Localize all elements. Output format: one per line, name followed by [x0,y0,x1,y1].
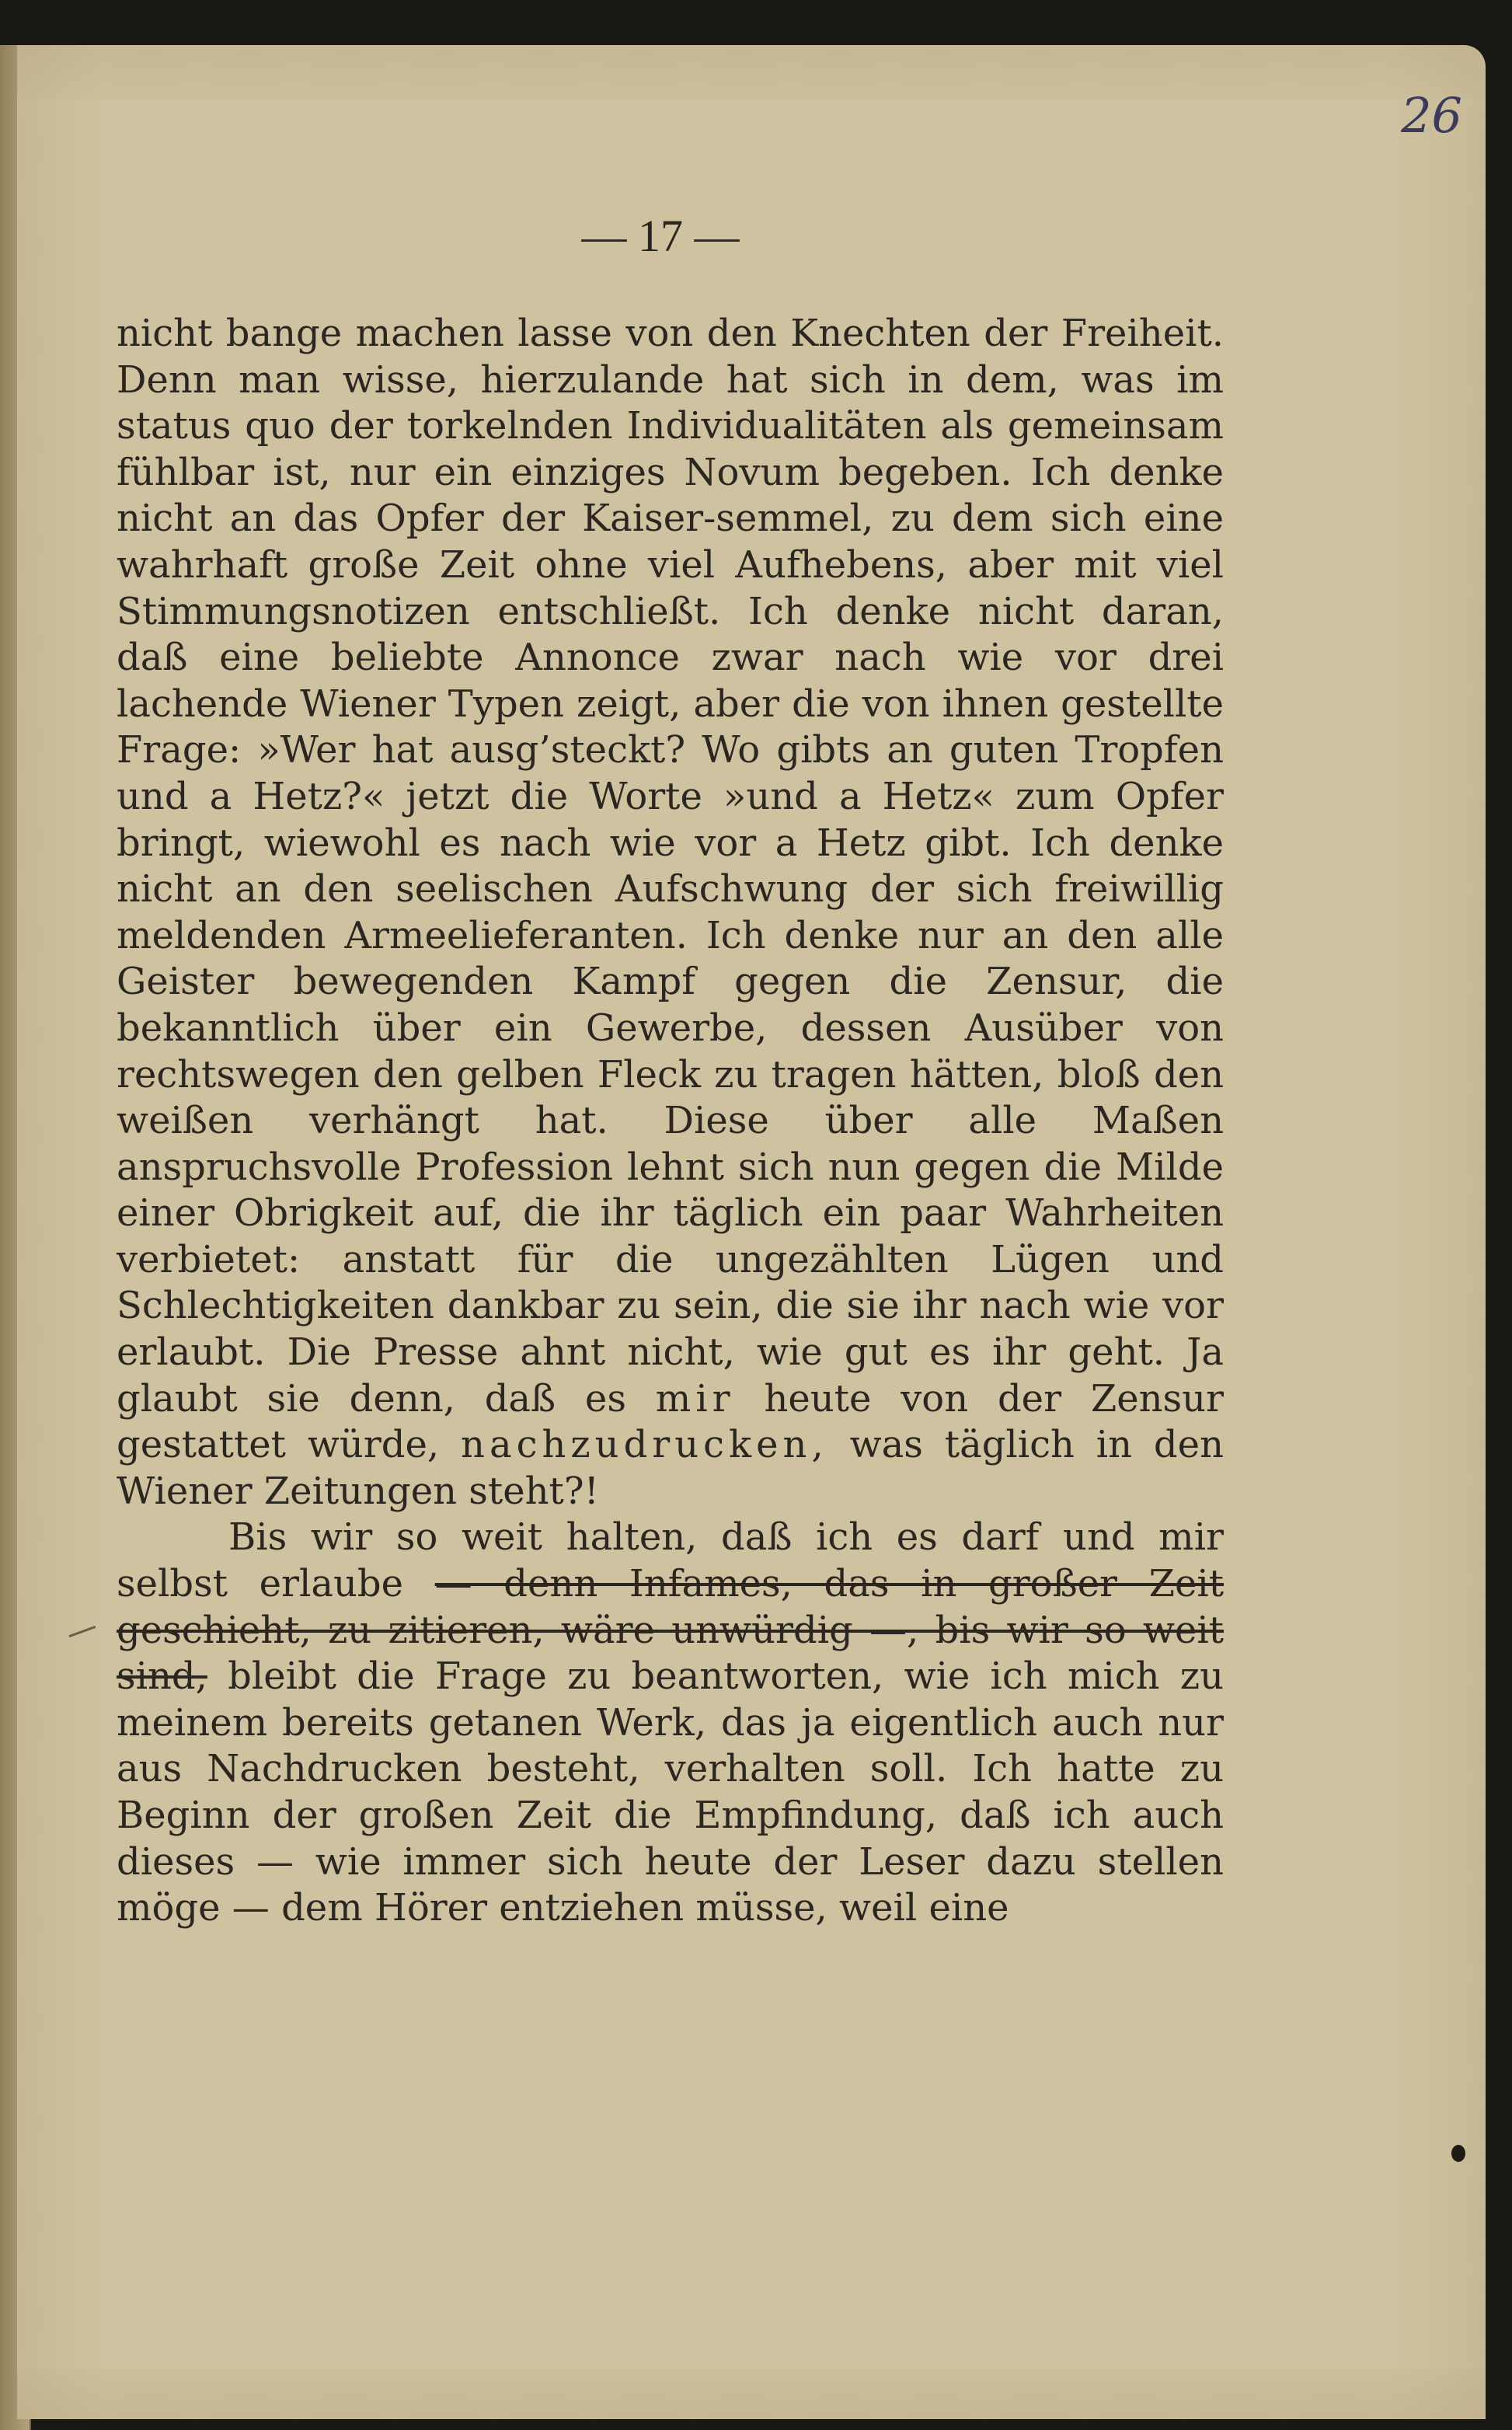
struck-through-passage: — denn Infames, das in großer Zeit geschieht, zu zitieren, wäre unwürdig —, bis wir so weit sind, [117,1562,1225,1699]
paragraph-2-text: Bis wir so weit halten, daß ich es darf und mir selbst erlaube [117,1515,1224,1606]
paragraph-1 [117,311,1224,1515]
paragraph-1-text-2: heute von der Zensur gestattet würde, [117,1376,1224,1467]
page-number: — 17 — [581,211,740,261]
paragraph-1-text: nicht bange machen lasse von den Knechten der Freiheit. Denn man wisse, hierzulande hat sich in dem, was im status quo der torkelnden Individualitäten als gemeinsam fühlbar ist, nur ein einziges Novum begeben. Ich denke nicht an das Opfer der Kaiser-semmel, zu dem sich eine wahrhaft große Zeit ohne viel Aufhebens, aber mit viel Stimmungsnotizen entschließt. Ich denke nicht daran, daß eine beliebte Annonce zwar nach wie vor drei lachende Wiener Typen zeigt, aber die von ihnen gestellte Frage: »Wer hat ausg’steckt? Wo gibts an guten Tropfen und a Hetz?« jetzt die Worte »und a Hetz« zum Opfer bringt, wiewohl es nach wie vor a Hetz gibt. Ich denke nicht an den seelischen Aufschwung der sich freiwillig meldenden Armeelieferanten. Ich denke nur an den alle Geister bewegenden Kampf gegen die Zensur, die bekanntlich über ein Gewerbe, dessen Ausüber von rechtswegen den gelben Fleck zu tragen hätten, bloß den weißen verhängt hat. Diese über alle Maßen anspruchsvolle Profession lehnt sich nun gegen die Milde einer Obrigkeit auf, die ihr täglich ein paar Wahrheiten verbietet: anstatt für die ungezählten Lügen und Schlechtigkeiten dankbar zu sein, die sie ihr nach wie vor erlaubt. Die Presse ahnt nicht, wie gut es ihr geht. Ja glaubt sie denn, daß es [117,312,1224,1421]
emphasis-mir: mir [655,1376,735,1421]
paragraph-1-text-3: was täglich in den Wiener Zeitungen steht?! [117,1423,1224,1513]
archive-page-number: 26 [1401,87,1462,144]
paragraph-2 [117,1515,1224,1931]
emphasis-nachzudrucken: nachzudrucken, [461,1423,828,1467]
ink-dot [1451,2145,1465,2162]
paragraph-2-text-2: bleibt die Frage zu beantworten, wie ich mich zu meinem bereits getanen Werk, das ja eigentlich auch nur aus Nachdrucken besteht, verhalten soll. Ich hatte zu Beginn der großen Zeit die Empfindung, daß ich auch dieses — wie immer sich heute der Leser dazu stellen möge — dem Hörer entziehen müsse, weil eine [117,1654,1224,1930]
body-text [117,311,1224,1932]
